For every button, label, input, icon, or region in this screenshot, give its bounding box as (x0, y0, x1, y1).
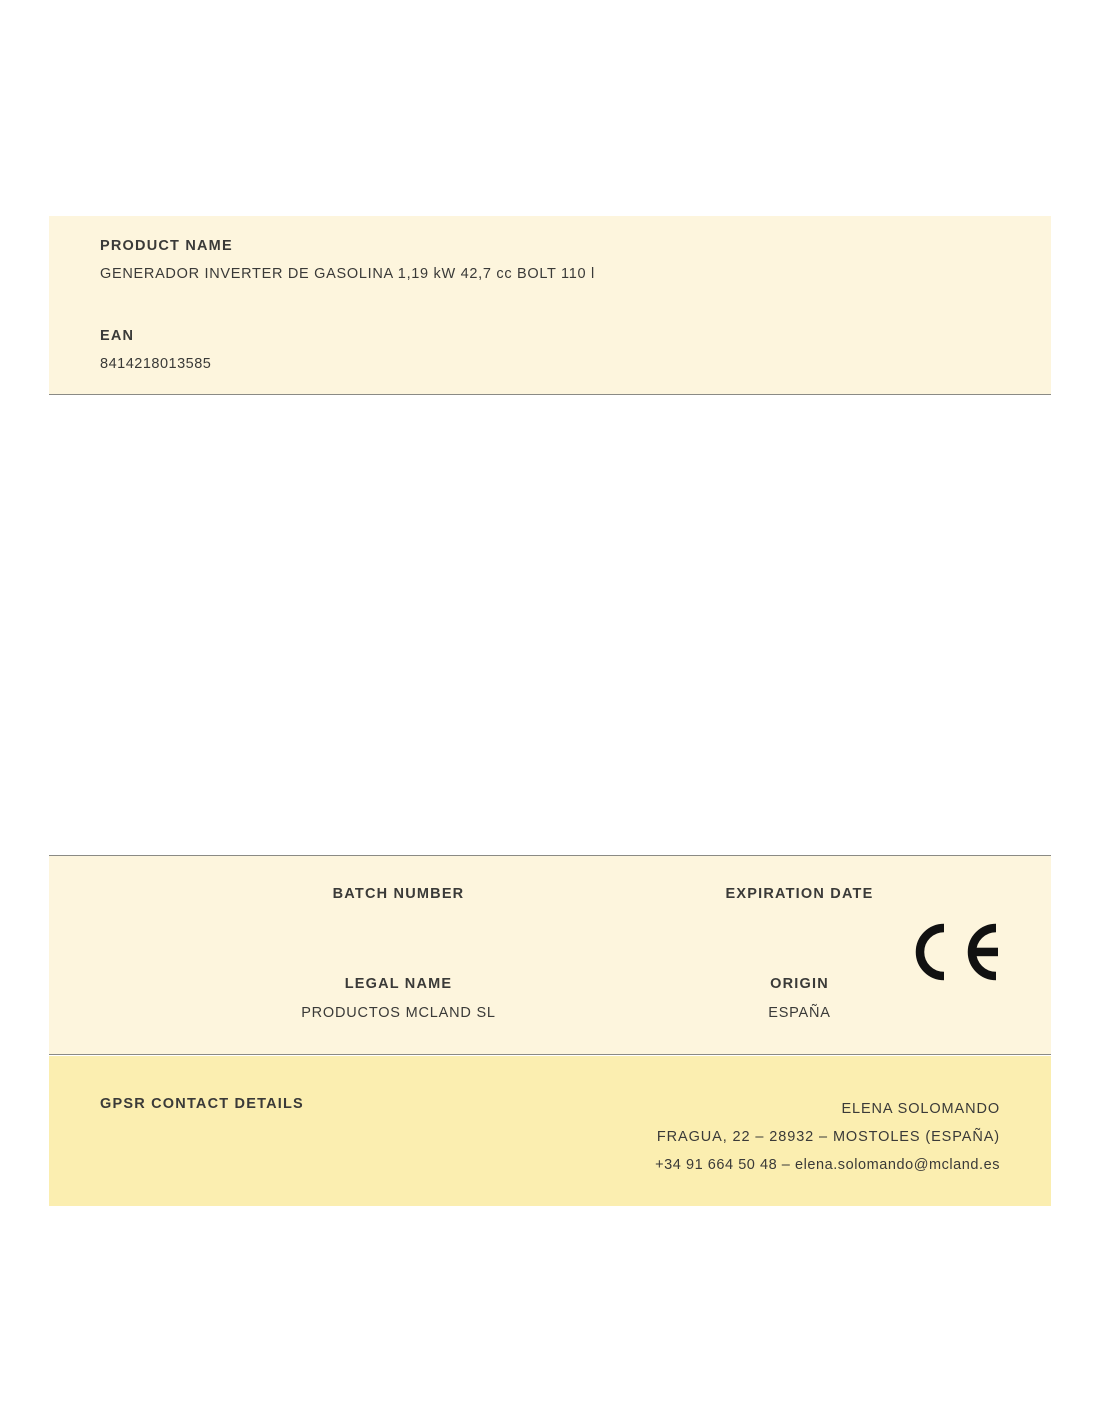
expiration-date-label: EXPIRATION DATE (725, 886, 874, 902)
gpsr-address: FRAGUA, 22 – 28932 – MOSTOLES (ESPAÑA) (656, 1129, 1000, 1145)
legal-name-value: PRODUCTOS MCLAND SL (301, 1005, 496, 1021)
gpsr-contact-label: GPSR CONTACT DETAILS (100, 1096, 304, 1112)
batch-number-label: BATCH NUMBER (332, 886, 465, 902)
ean-label: EAN (100, 328, 135, 344)
product-name-value: GENERADOR INVERTER DE GASOLINA 1,19 kW 42,7 cc BOLT 110 l (100, 266, 595, 282)
origin-value: ESPAÑA (768, 1005, 831, 1021)
gpsr-phone-email: +34 91 664 50 48 – elena.solomando@mcland.es (655, 1157, 1000, 1173)
gpsr-contact-block (49, 1056, 1051, 1206)
product-name-label: PRODUCT NAME (100, 238, 233, 254)
batch-legal-block (49, 855, 1051, 1055)
legal-name-label: LEGAL NAME (344, 976, 453, 992)
origin-label: ORIGIN (770, 976, 829, 992)
ean-value: 8414218013585 (100, 356, 212, 372)
gpsr-person: ELENA SOLOMANDO (841, 1101, 1000, 1117)
gpsr-contact-details (655, 1095, 1000, 1179)
blank-content-area (49, 395, 1051, 855)
product-info-block (49, 216, 1051, 395)
ce-marking-icon (904, 918, 1009, 986)
